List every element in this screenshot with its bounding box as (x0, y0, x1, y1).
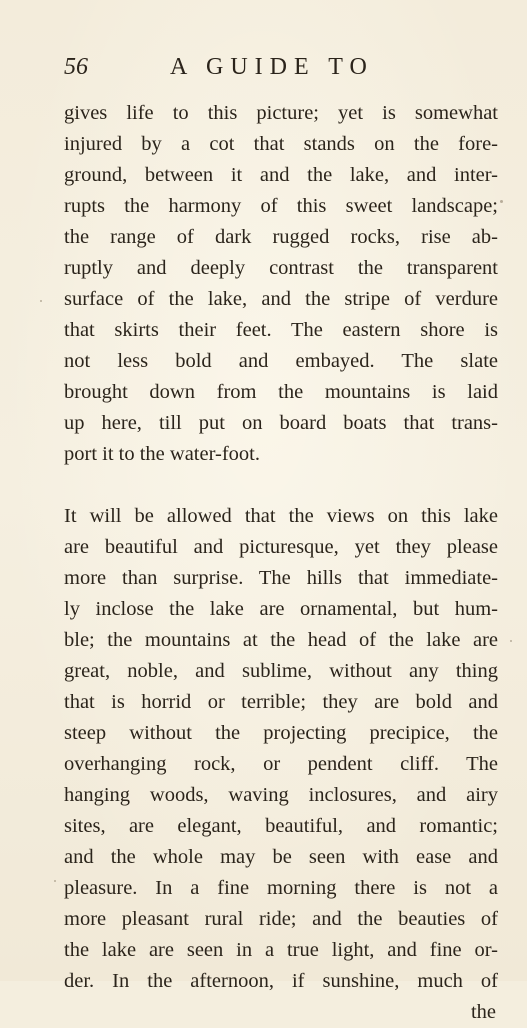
text-line: ruptly and deeply contrast the transparent (64, 257, 498, 279)
text-line: injured by a cot that stands on the fore- (64, 133, 498, 155)
body-text (64, 98, 498, 1028)
page-number: 56 (64, 54, 88, 80)
text-line: brought down from the mountains is laid (64, 381, 498, 403)
text-line: rupts the harmony of this sweet landscape; (64, 195, 498, 217)
text-line: great, noble, and sublime, without any thing (64, 660, 498, 682)
catchword-row (64, 997, 498, 1028)
text-line: and the whole may be seen with ease and (64, 846, 498, 868)
running-title: A GUIDE TO (170, 54, 374, 80)
text-line: ly inclose the lake are ornamental, but hum- (64, 598, 498, 620)
catchword: the (470, 1001, 496, 1023)
text-line: overhanging rock, or pendent cliff. The (64, 753, 498, 775)
text-line: the lake are seen in a true light, and fine or- (64, 939, 498, 961)
text-line: pleasure. In a fine morning there is not a (64, 877, 498, 899)
paragraph-gap (64, 470, 498, 501)
text-line: steep without the projecting precipice, the (64, 722, 498, 744)
text-line: not less bold and embayed. The slate (64, 350, 498, 372)
running-head (64, 50, 484, 90)
text-line: ble; the mountains at the head of the lake are (64, 629, 498, 651)
text-line: more than surprise. The hills that immediate- (64, 567, 498, 589)
text-line: gives life to this picture; yet is somewhat (64, 102, 498, 124)
paper-speck (510, 640, 512, 642)
paper-speck (54, 880, 56, 882)
paragraph-2 (64, 501, 498, 997)
text-line: that is horrid or terrible; they are bold and (64, 691, 498, 713)
text-line: that skirts their feet. The eastern shore is (64, 319, 498, 341)
text-line: surface of the lake, and the stripe of verdure (64, 288, 498, 310)
paper-speck (40, 300, 42, 302)
text-line: hanging woods, waving inclosures, and airy (64, 784, 498, 806)
text-line: It will be allowed that the views on this lake (64, 505, 498, 527)
text-line: more pleasant rural ride; and the beauties of (64, 908, 498, 930)
paragraph-1 (64, 98, 498, 470)
text-line: sites, are elegant, beautiful, and romantic; (64, 815, 498, 837)
text-line: port it to the water-foot. (64, 443, 260, 465)
text-line: ground, between it and the lake, and inter- (64, 164, 498, 186)
text-line: der. In the afternoon, if sunshine, much of (64, 970, 498, 992)
text-line: the range of dark rugged rocks, rise ab- (64, 226, 498, 248)
paper-speck (500, 200, 503, 203)
text-line: are beautiful and picturesque, yet they please (64, 536, 498, 558)
text-line: up here, till put on board boats that trans- (64, 412, 498, 434)
